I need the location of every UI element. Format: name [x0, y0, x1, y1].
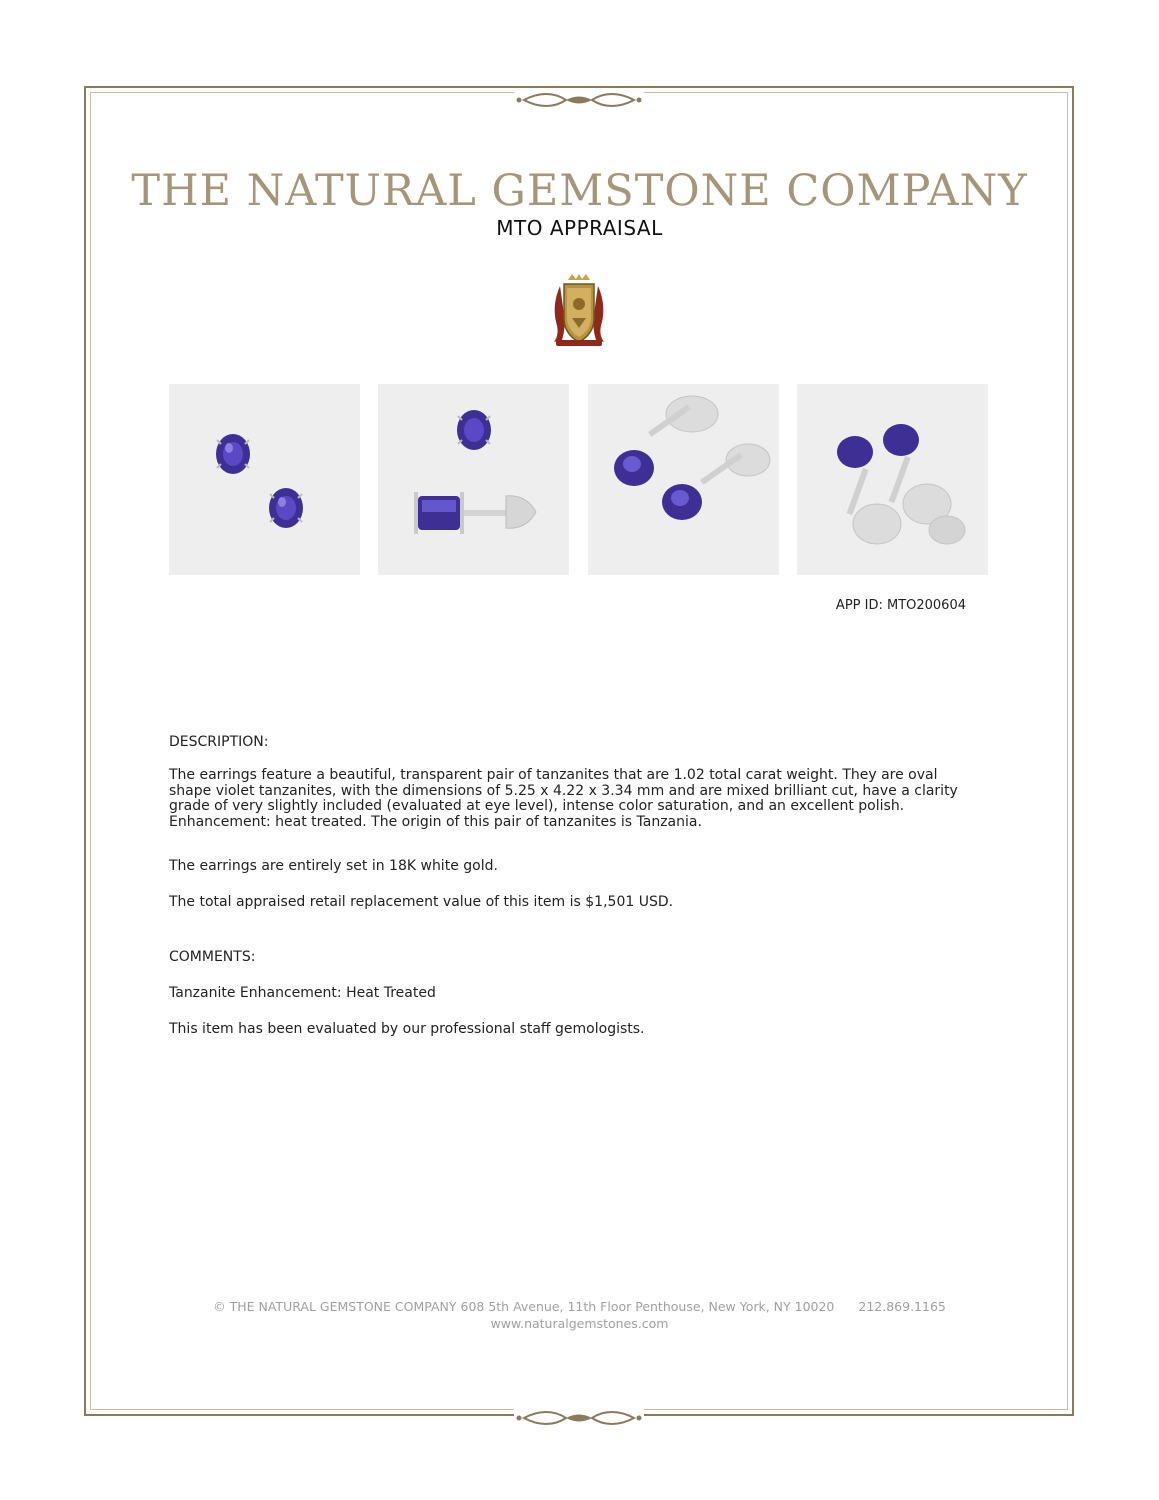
footer-phone: 212.869.1165 [858, 1299, 946, 1314]
value-paragraph: The total appraised retail replacement value of this item is $1,501 USD. [169, 894, 674, 910]
footer-address-line [100, 1299, 1059, 1314]
company-crest-icon [546, 274, 612, 348]
footer-address: © THE NATURAL GEMSTONE COMPANY 608 5th Avenue, 11th Floor Penthouse, New York, NY 10020 [213, 1299, 835, 1314]
comments-heading: COMMENTS: [169, 949, 256, 965]
earrings-back-view-image [797, 384, 988, 575]
company-name: THE NATURAL GEMSTONE COMPANY [131, 166, 1028, 216]
earrings-side-view-image [378, 384, 569, 575]
description-heading: DESCRIPTION: [169, 734, 269, 750]
footer-website[interactable]: www.naturalgemstones.com [490, 1316, 669, 1331]
comment-evaluation: This item has been evaluated by our professional staff gemologists. [169, 1021, 645, 1037]
metal-paragraph: The earrings are entirely set in 18K white gold. [169, 858, 498, 874]
ornament-top-icon [514, 90, 644, 110]
document-subtitle: MTO APPRAISAL [496, 216, 663, 240]
ornament-bottom-icon [514, 1408, 644, 1428]
comment-enhancement: Tanzanite Enhancement: Heat Treated [169, 985, 436, 1001]
earrings-angled-view-image [588, 384, 779, 575]
product-photos [169, 384, 989, 576]
description-paragraph: The earrings feature a beautiful, transparent pair of tanzanites that are 1.02 total carat weight. They are oval shape violet tanzanites, with the dimensions of 5.25 x 4.22 x 3.34 mm and are mixed brilliant cut, have a clarity grade of very slightly included (evaluated at eye level), intense color saturation, and an excellent polish. Enhancement: heat treated. The origin of this pair of tanzanites is Tanzania. [169, 767, 958, 830]
appraisal-id: APP ID: MTO200604 [835, 598, 966, 613]
earrings-top-view-image [169, 384, 360, 575]
